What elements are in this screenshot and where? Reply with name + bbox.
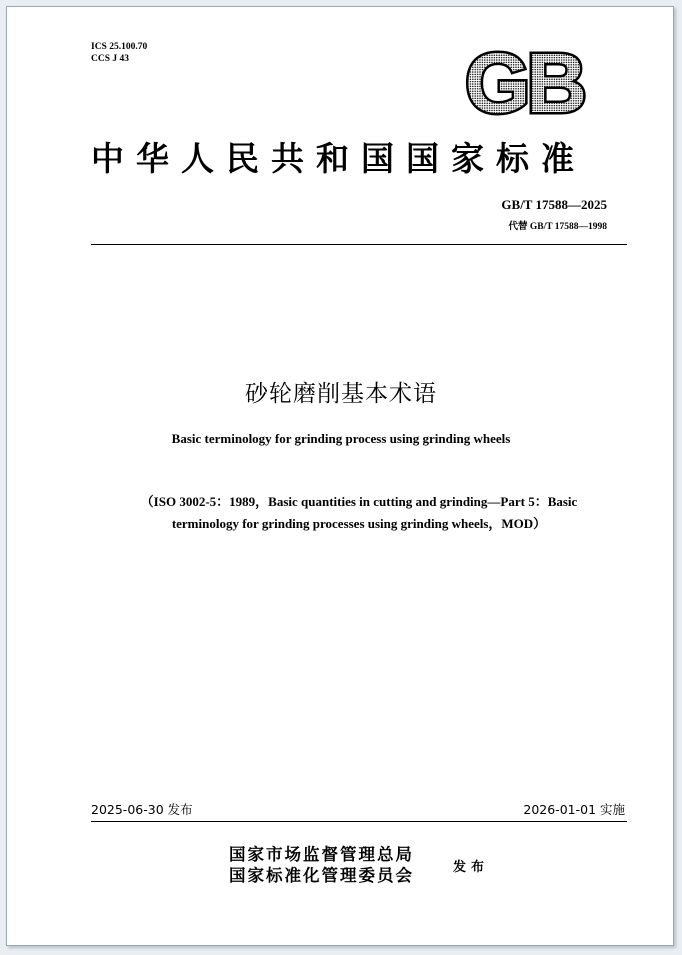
standard-number: GB/T 17588—2025	[501, 197, 607, 212]
iso-reference-line-1: （ISO 3002-5：1989，Basic quantities in cutting and grinding—Part 5：Basic	[140, 494, 578, 509]
replaces-standard: 代替 GB/T 17588—1998	[508, 222, 607, 232]
gb-logo-text: GB	[465, 42, 583, 118]
national-standard-title: 中华人民共和国国家标准	[91, 139, 586, 178]
issue-date: 2025-06-30 发布	[91, 802, 193, 817]
iso-reference	[91, 491, 627, 535]
issuer-samr: 国家市场监督管理总局	[229, 845, 414, 864]
issuer-sac: 国家标准化管理委员会	[229, 866, 414, 885]
gb-logo	[462, 42, 592, 118]
implementation-date: 2026-01-01 实施	[523, 802, 625, 817]
classification-codes	[91, 41, 147, 65]
iso-reference-line-2: terminology for grinding processes using grinding wheels，MOD）	[171, 516, 547, 531]
ics-code: ICS 25.100.70	[91, 42, 148, 52]
ccs-code: CCS J 43	[91, 54, 130, 64]
header-divider	[91, 244, 627, 245]
chinese-title: 砂轮磨削基本术语	[245, 381, 437, 407]
footer-divider	[91, 821, 627, 822]
english-title: Basic terminology for grinding process using grinding wheels	[171, 431, 511, 446]
document-page	[6, 6, 674, 946]
publish-label: 发布	[453, 860, 490, 875]
issuing-authorities	[229, 844, 414, 886]
